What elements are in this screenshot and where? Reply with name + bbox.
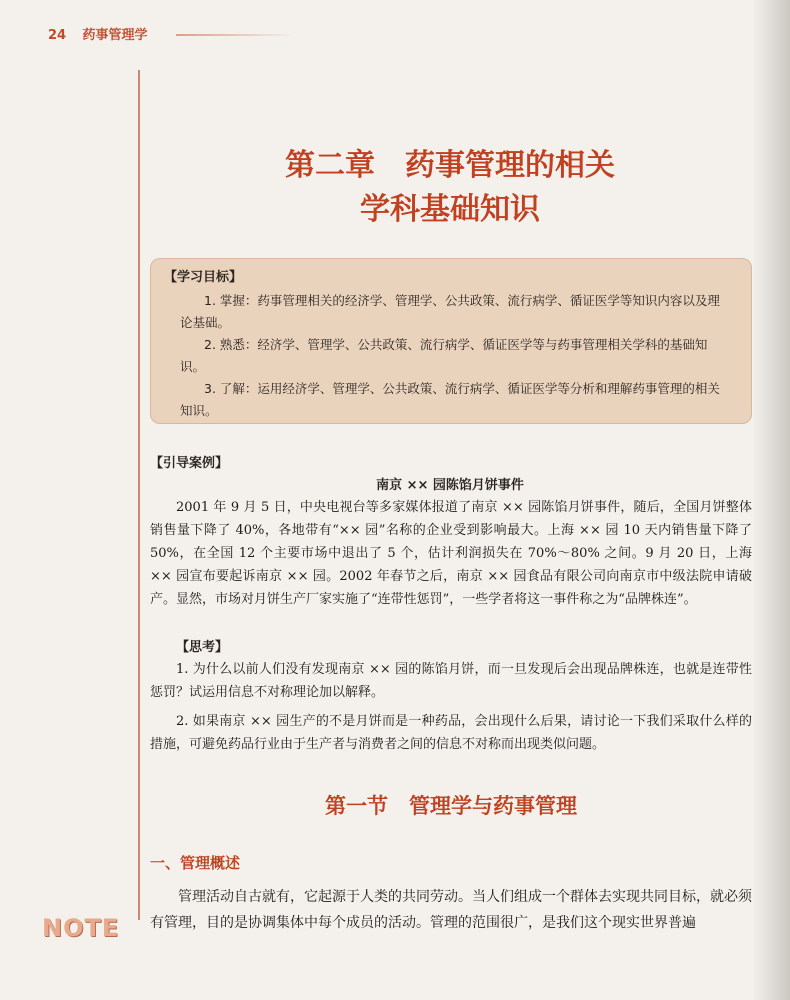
- section-title: 第一节 管理学与药事管理: [325, 793, 577, 818]
- case-paragraph: 2001 年 9 月 5 日，中央电视台等多家媒体报道了南京 ×× 园陈馅月饼事件，随后，全国月饼整体销售量下降了 40%，各地带有“×× 园”名称的企业受到影响最大。上海 ×× 园 10 天内销售量下降了 50%，在全国 12 个主要市场中退出了 5 个，估计利润损失在 70%～80% 之间。9 月 20 日，上海 ×× 园宣布要起诉南京 ×× 园。2002 年春节之后，南京 ×× 园食品有限公司向南京市中级法院申请破产。显然，市场对月饼生产厂家实施了“连带性惩罚”，一些学者将这一事件称之为“品牌株连”。: [150, 500, 752, 607]
- note-margin-label: NOTE: [42, 914, 120, 942]
- case-title: 南京 ×× 园陈馅月饼事件: [376, 478, 524, 493]
- section-body: [150, 884, 752, 936]
- page-edge-shadow: [752, 0, 790, 1000]
- running-head: [48, 24, 148, 44]
- chapter-title-line-2: 学科基础知识: [360, 192, 540, 227]
- learning-goals-label: 【学习目标】: [164, 270, 243, 285]
- think-question: 2. 如果南京 ×× 园生产的不是月饼而是一种药品，会出现什么后果，请讨论一下我们采取什么样的措施，可避免药品行业由于生产者与消费者之间的信息不对称而出现类似问题。: [150, 714, 752, 752]
- chapter-title: [150, 144, 750, 232]
- learning-goal-item: 2. 熟悉：经济学、管理学、公共政策、流行病学、循证医学等与药事管理相关学科的基础知识。: [180, 337, 708, 374]
- think-question: 1. 为什么以前人们没有发现南京 ×× 园的陈馅月饼，而一旦发现后会出现品牌株连，也就是连带性惩罚？试运用信息不对称理论加以解释。: [150, 662, 752, 700]
- margin-rule: [138, 70, 140, 920]
- chapter-title-line-1: 第二章 药事管理的相关: [285, 148, 615, 183]
- page-number: 24: [48, 28, 67, 43]
- think-questions: [150, 658, 752, 762]
- learning-goal-item: 3. 了解：运用经济学、管理学、公共政策、流行病学、循证医学等分析和理解药事管理的相关知识。: [180, 381, 720, 418]
- case-label: 【引导案例】: [150, 456, 229, 471]
- learning-goal-item: 1. 掌握：药事管理相关的经济学、管理学、公共政策、流行病学、循证医学等知识内容以及理论基础。: [180, 293, 720, 330]
- learning-goals-list: [180, 290, 728, 422]
- learning-goals-box: [150, 258, 752, 424]
- think-label: 【思考】: [176, 640, 229, 655]
- header-rule: [176, 34, 296, 36]
- body-paragraph: 管理活动自古就有，它起源于人类的共同劳动。当人们组成一个群体去实现共同目标，就必须有管理，目的是协调集体中每个成员的活动。管理的范围很广，是我们这个现实世界普遍: [150, 889, 752, 931]
- case-body: [150, 496, 752, 611]
- subsection-title: 一、管理概述: [150, 854, 241, 872]
- book-title: 药事管理学: [82, 28, 148, 43]
